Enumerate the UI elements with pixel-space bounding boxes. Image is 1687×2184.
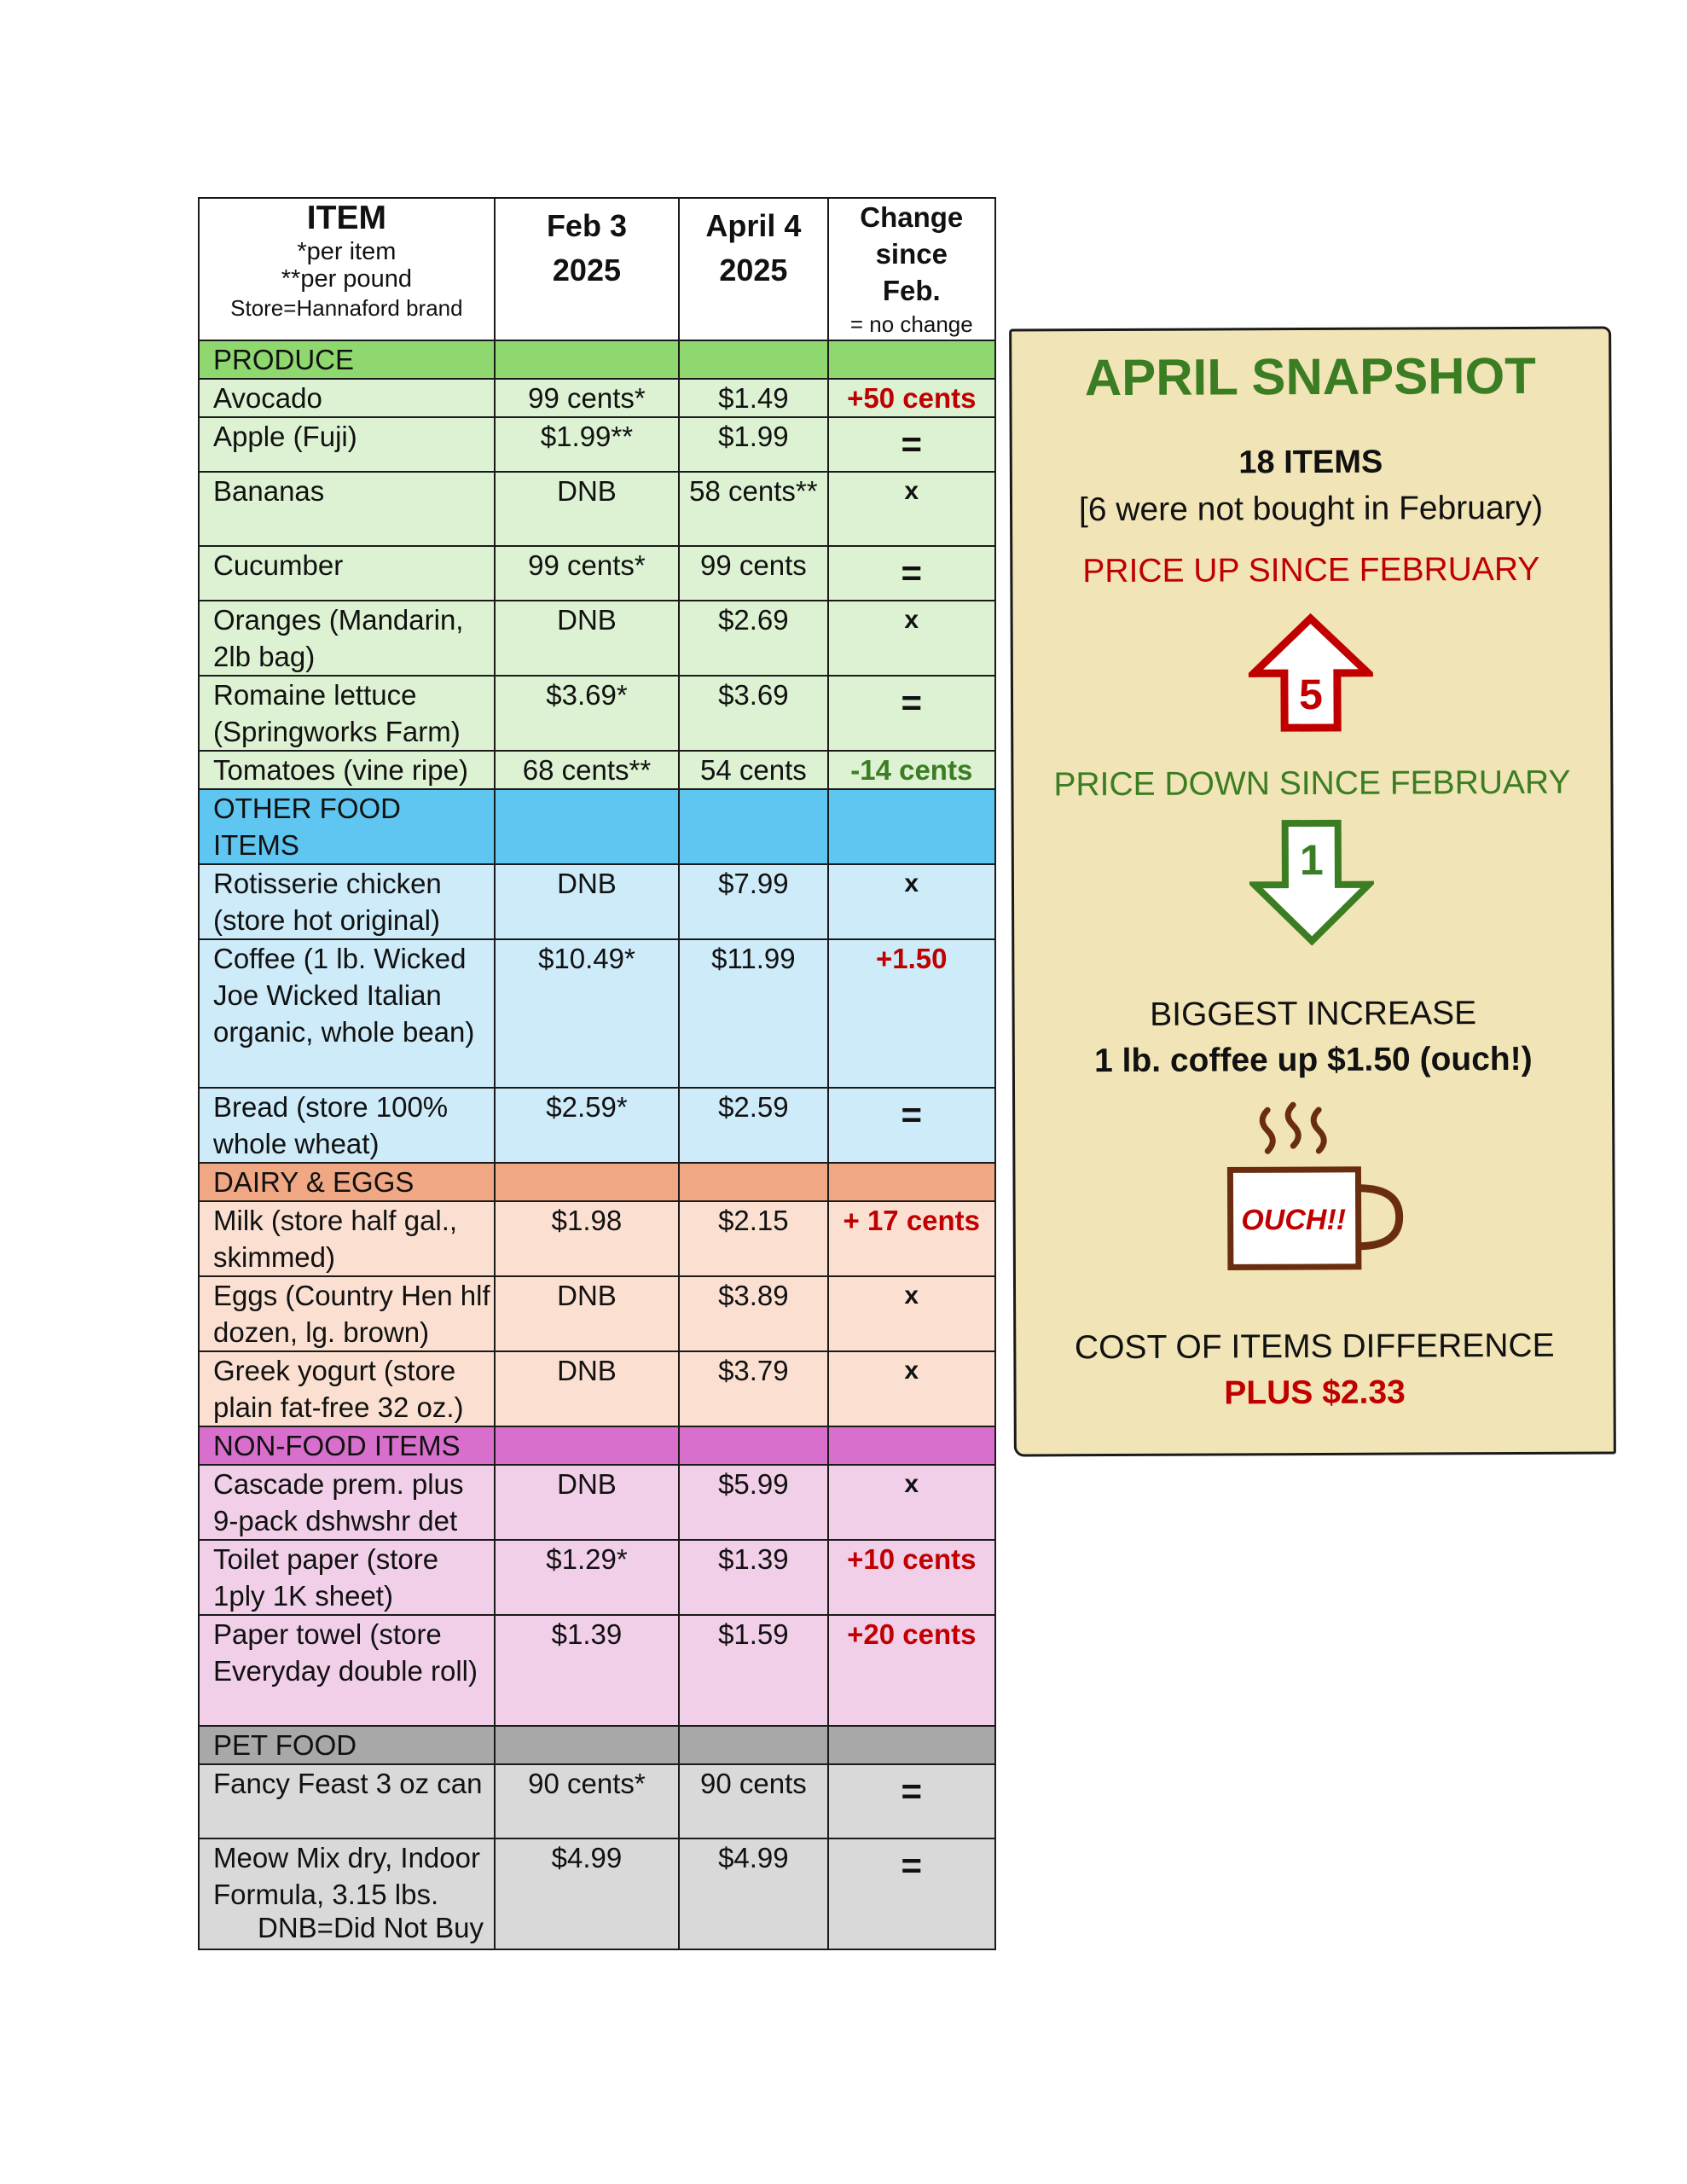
price-change-cell: x [828,1276,995,1351]
item-column-header [199,198,495,340]
section-header-cell [495,789,679,864]
apr-price-cell: $5.99 [679,1465,827,1540]
apr-header-line2: 2025 [719,253,788,288]
table-row [199,939,995,1088]
biggest-increase-label: BIGGEST INCREASE [1150,995,1477,1033]
section-title: PRODUCE [199,340,495,379]
store-brand-note: Store=Hannaford brand [230,295,463,321]
apr-price-cell: $2.59 [679,1088,827,1163]
price-change-cell: = [828,1764,995,1838]
per-item-note: *per item [297,238,397,265]
price-change-cell: +1.50 [828,939,995,1088]
section-header-cell [679,789,827,864]
price-up-label: PRICE UP SINCE FEBRUARY [1082,550,1540,590]
feb-price-cell: $2.59* [495,1088,679,1163]
section-header-cell [679,1726,827,1764]
table-row [199,379,995,417]
table-row [199,1540,995,1615]
feb-price-cell: $1.39 [495,1615,679,1726]
price-change-cell: = [828,1838,995,1949]
price-change-cell: x [828,864,995,939]
change-header-line2: since [875,238,948,270]
cost-difference-label: COST OF ITEMS DIFFERENCE [1074,1327,1555,1367]
feb-price-cell: $1.98 [495,1201,679,1276]
mug-ouch-text: OUCH!! [1241,1203,1347,1237]
price-change-cell: x [828,601,995,676]
change-header-line3: Feb. [882,275,941,306]
apr-price-cell: $3.79 [679,1351,827,1426]
table-row [199,751,995,789]
item-header-title: ITEM [306,200,386,236]
feb-price-cell: DNB [495,1351,679,1426]
table-body [199,340,995,1949]
feb-header-line1: Feb 3 [546,208,627,243]
section-header-row [199,789,995,864]
apr-price-cell: 58 cents** [679,472,827,546]
section-header-cell [495,1726,679,1764]
section-header-row [199,340,995,379]
price-change-cell: +50 cents [828,379,995,417]
item-name-cell: Avocado [199,379,495,417]
apr-price-cell: $1.39 [679,1540,827,1615]
table-row [199,864,995,939]
price-change-cell: +10 cents [828,1540,995,1615]
snapshot-title: APRIL SNAPSHOT [1084,346,1536,407]
feb-header-line2: 2025 [552,253,621,288]
section-header-cell [495,340,679,379]
apr-price-cell: 99 cents [679,546,827,601]
feb-price-cell: $1.99** [495,417,679,472]
section-header-cell [828,1163,995,1201]
item-name-cell: Eggs (Country Hen hlf dozen, lg. brown) [199,1276,495,1351]
apr-price-cell: $11.99 [679,939,827,1088]
section-title: NON-FOOD ITEMS [199,1426,495,1465]
table-row [199,1088,995,1163]
price-down-count: 1 [1299,835,1324,885]
feb-price-cell: 99 cents* [495,546,679,601]
item-name-cell: Apple (Fuji) [199,417,495,472]
section-header-cell [679,1426,827,1465]
section-header-cell [828,1726,995,1764]
apr-price-cell: $2.15 [679,1201,827,1276]
table-row [199,1201,995,1276]
section-header-cell [495,1426,679,1465]
change-header-line1: Change [860,201,964,233]
apr-price-cell: $3.89 [679,1276,827,1351]
section-header-row [199,1426,995,1465]
price-change-cell: +20 cents [828,1615,995,1726]
price-comparison-table [198,197,996,1950]
item-name-cell: Oranges (Mandarin, 2lb bag) [199,601,495,676]
up-arrow-icon [1249,613,1374,734]
section-header-cell [828,340,995,379]
no-change-note: = no change [849,311,973,337]
cost-difference-value: PLUS $2.33 [1224,1374,1406,1412]
apr-price-cell: $2.69 [679,601,827,676]
item-name-cell: Toilet paper (store 1ply 1K sheet) [199,1540,495,1615]
feb-price-cell: $10.49* [495,939,679,1088]
down-arrow-icon [1249,818,1375,947]
feb-price-cell: $4.99 [495,1838,679,1949]
apr-column-header [679,198,827,340]
item-name-cell: Cascade prem. plus 9-pack dshwshr det [199,1465,495,1540]
price-change-cell: = [828,676,995,751]
feb-price-cell: 68 cents** [495,751,679,789]
apr-price-cell: $1.59 [679,1615,827,1726]
apr-price-cell: 54 cents [679,751,827,789]
price-change-cell: x [828,1351,995,1426]
feb-price-cell: DNB [495,864,679,939]
table-row [199,546,995,601]
april-snapshot-panel [1009,326,1616,1456]
price-change-cell: = [828,417,995,472]
item-name-cell: Greek yogurt (store plain fat-free 32 oz.) [199,1351,495,1426]
apr-price-cell: 90 cents [679,1764,827,1838]
table-header-row [199,198,995,340]
section-header-row [199,1163,995,1201]
table-row [199,1276,995,1351]
item-name-cell: Bananas [199,472,495,546]
table-row [199,1351,995,1426]
feb-column-header [495,198,679,340]
change-column-header [828,198,995,340]
apr-price-cell: $3.69 [679,676,827,751]
feb-price-cell: 90 cents* [495,1764,679,1838]
price-change-cell: = [828,546,995,601]
item-name-cell: Rotisserie chicken (store hot original) [199,864,495,939]
snapshot-item-count: 18 ITEMS [1238,444,1383,481]
price-change-cell: -14 cents [828,751,995,789]
item-name-cell: Fancy Feast 3 oz can [199,1764,495,1838]
feb-price-cell: DNB [495,1276,679,1351]
section-header-cell [828,1426,995,1465]
item-name-cell: Cucumber [199,546,495,601]
feb-price-cell: 99 cents* [495,379,679,417]
item-name-cell: Paper towel (store Everyday double roll) [199,1615,495,1726]
table-row [199,472,995,546]
price-change-cell: x [828,472,995,546]
price-change-cell: = [828,1088,995,1163]
section-header-cell [828,789,995,864]
feb-price-cell: $1.29* [495,1540,679,1615]
apr-price-cell: $7.99 [679,864,827,939]
item-name-cell: Meow Mix dry, Indoor Formula, 3.15 lbs. [199,1838,495,1949]
table-row [199,1764,995,1838]
table-row [199,601,995,676]
section-header-cell [679,340,827,379]
feb-price-cell: DNB [495,1465,679,1540]
table-row [199,1615,995,1726]
apr-price-cell: $1.49 [679,379,827,417]
section-header-cell [495,1163,679,1201]
section-title: DAIRY & EGGS [199,1163,495,1201]
item-name-cell: Romaine lettuce (Springworks Farm) [199,676,495,751]
price-change-cell: + 17 cents [828,1201,995,1276]
feb-price-cell: $3.69* [495,676,679,751]
price-down-label: PRICE DOWN SINCE FEBRUARY [1053,764,1571,804]
item-name-cell: Bread (store 100% whole wheat) [199,1088,495,1163]
table-row [199,417,995,472]
section-title: PET FOOD [199,1726,495,1764]
feb-price-cell: DNB [495,472,679,546]
item-name-cell: Tomatoes (vine ripe) [199,751,495,789]
item-name-cell: Milk (store half gal., skimmed) [199,1201,495,1276]
price-change-cell: x [828,1465,995,1540]
feb-price-cell: DNB [495,601,679,676]
table-row [199,676,995,751]
dnb-footnote: DNB=Did Not Buy [258,1912,484,1943]
coffee-mug-icon [1216,1101,1413,1272]
per-pound-note: **per pound [281,265,412,293]
apr-price-cell: $4.99 [679,1838,827,1949]
item-name-cell: Coffee (1 lb. Wicked Joe Wicked Italian organic, whole bean) [199,939,495,1088]
section-header-cell [679,1163,827,1201]
price-up-count: 5 [1298,670,1324,719]
section-title: OTHER FOOD ITEMS [199,789,495,864]
apr-price-cell: $1.99 [679,417,827,472]
section-header-row [199,1726,995,1764]
table-row [199,1465,995,1540]
apr-header-line1: April 4 [705,208,802,243]
snapshot-not-bought-note: [6 were not bought in February) [1078,489,1544,529]
biggest-increase-value: 1 lb. coffee up $1.50 (ouch!) [1093,1040,1533,1080]
